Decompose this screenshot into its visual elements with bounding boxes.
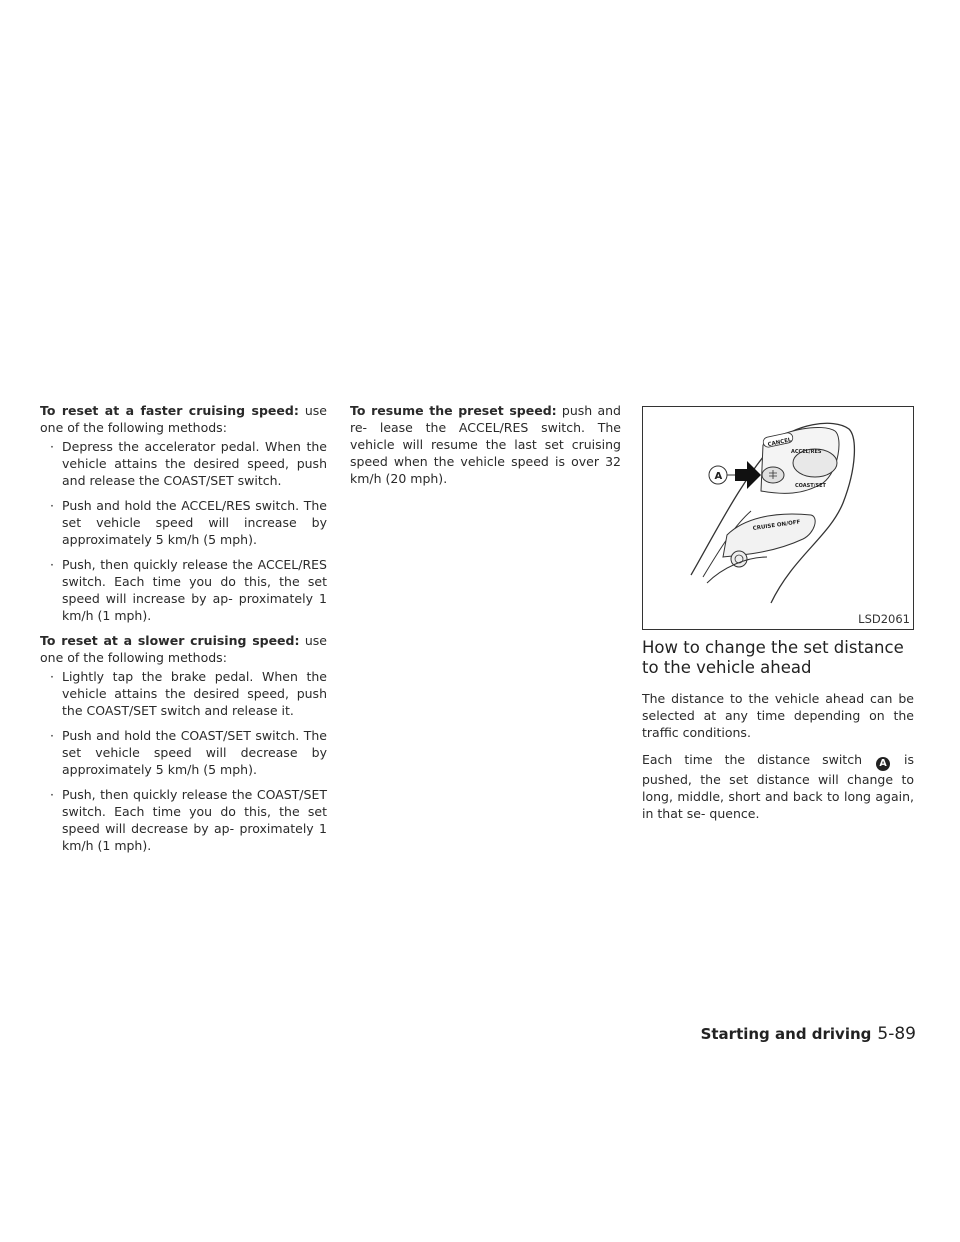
page-number: 5-89 <box>877 1024 916 1044</box>
slower-lead: To reset at a slower cruising speed: <box>40 633 300 648</box>
section-name: Starting and driving <box>700 1025 872 1043</box>
page-footer <box>701 1024 916 1044</box>
steering-switch-illustration <box>643 407 913 629</box>
callout-a-label: A <box>714 471 723 482</box>
faster-lead: To reset at a faster cruising speed: <box>40 403 299 418</box>
accel-label: ACCEL/RES <box>791 449 822 455</box>
slower-text: use one of the following methods: <box>40 633 327 665</box>
cruise-label: CRUISE ON/OFF <box>752 519 801 532</box>
distance-paragraph-1: The distance to the vehicle ahead can be selected at any time depending on the traffic conditions. <box>642 691 914 740</box>
p2-after: is pushed, the set distance will change to long, middle, short and back to long again, in that se- quence. <box>642 752 914 821</box>
marker-a-icon: A <box>876 757 890 771</box>
figure-code: LSD2061 <box>858 612 910 626</box>
coast-label: COAST/SET <box>795 483 826 489</box>
slower-intro <box>40 632 327 666</box>
list-item: · Depress the accelerator pedal. When the vehicle attains the desired speed, push and release the COAST/SET switch. <box>40 438 327 489</box>
resume-paragraph <box>350 402 621 487</box>
steering-switch-figure <box>642 406 914 630</box>
p2-before: Each time the distance switch <box>642 752 874 767</box>
faster-intro <box>40 402 327 436</box>
slower-methods-list <box>40 668 327 854</box>
right-column <box>642 406 914 832</box>
faster-text: use one of the following methods: <box>40 403 327 435</box>
middle-column <box>350 402 621 487</box>
resume-text: push and re- lease the ACCEL/RES switch. The vehicle will resume the last set cruising speed when the vehicle speed is over 32 km/h (20 mph). <box>350 403 621 486</box>
list-item: · Lightly tap the brake pedal. When the vehicle attains the desired speed, push the COAST/SET switch and release it. <box>40 668 327 719</box>
resume-lead: To resume the preset speed: <box>350 403 557 418</box>
faster-methods-list <box>40 438 327 624</box>
left-column <box>40 402 327 862</box>
distance-paragraph-2 <box>642 751 914 822</box>
cancel-label: CANCEL <box>767 437 793 449</box>
list-item: · Push, then quickly release the COAST/SET switch. Each time you do this, the set speed will decrease by ap- proximately 1 km/h (1 mph). <box>40 786 327 854</box>
list-item: · Push, then quickly release the ACCEL/RES switch. Each time you do this, the set speed will increase by ap- proximately 1 km/h (1 mph). <box>40 556 327 624</box>
list-item: · Push and hold the COAST/SET switch. The set vehicle speed will decrease by approximately 5 km/h (5 mph). <box>40 727 327 778</box>
section-heading: How to change the set distance to the vehicle ahead <box>642 638 904 677</box>
list-item: · Push and hold the ACCEL/RES switch. The set vehicle speed will increase by approximately 5 km/h (5 mph). <box>40 497 327 548</box>
